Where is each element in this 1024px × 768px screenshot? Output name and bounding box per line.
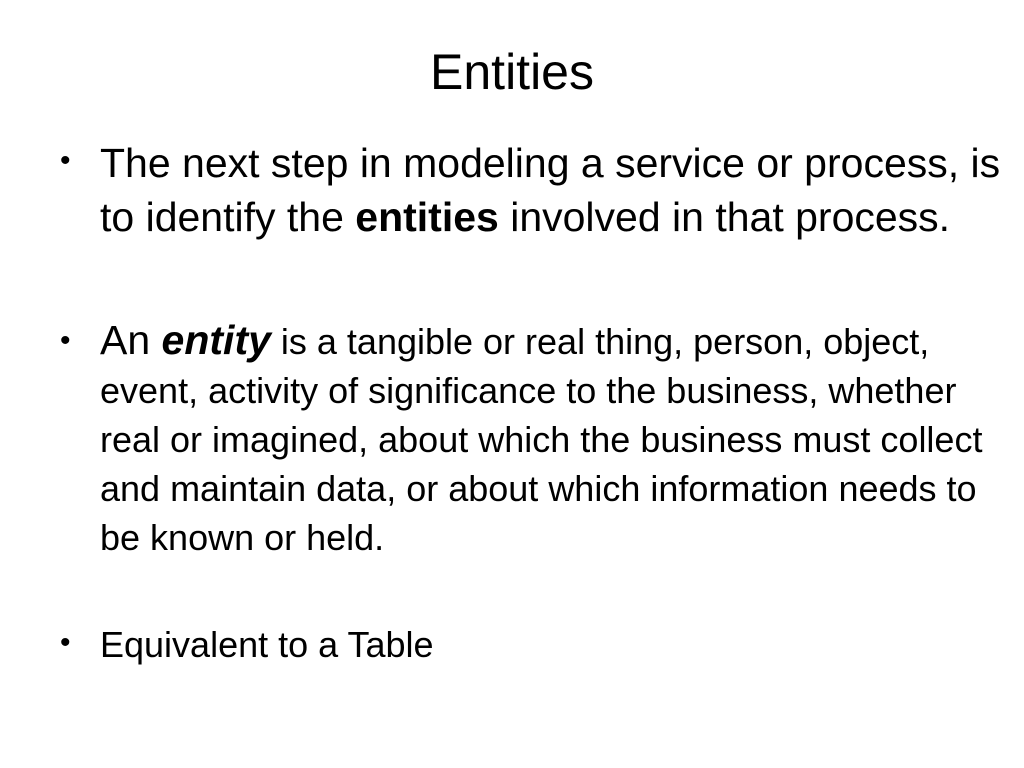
bullet-text-part: An (100, 317, 162, 363)
slide-title: Entities (430, 44, 594, 100)
bullet-text: Equivalent to a Table (100, 624, 434, 665)
bullet-emphasis: entities (355, 194, 499, 240)
bullet-text-part: involved in that process. (498, 194, 951, 240)
bullet-text-part: is a tangible or real thing, person, object, event, activity of significance to the business, whether real or imagined, about which the business must collect and maintain data, or about which information needs to be known or held. (100, 321, 983, 558)
bullet-text (100, 316, 1005, 562)
bullet-marker: • (60, 626, 71, 659)
bullet-marker: • (60, 324, 71, 357)
bullet-emphasis: entity (161, 317, 271, 363)
bullet-marker: • (60, 144, 71, 177)
bullet-text (100, 136, 1005, 244)
bullet-text-part: The next step in modeling a service or process, is to identify the (100, 140, 1001, 240)
